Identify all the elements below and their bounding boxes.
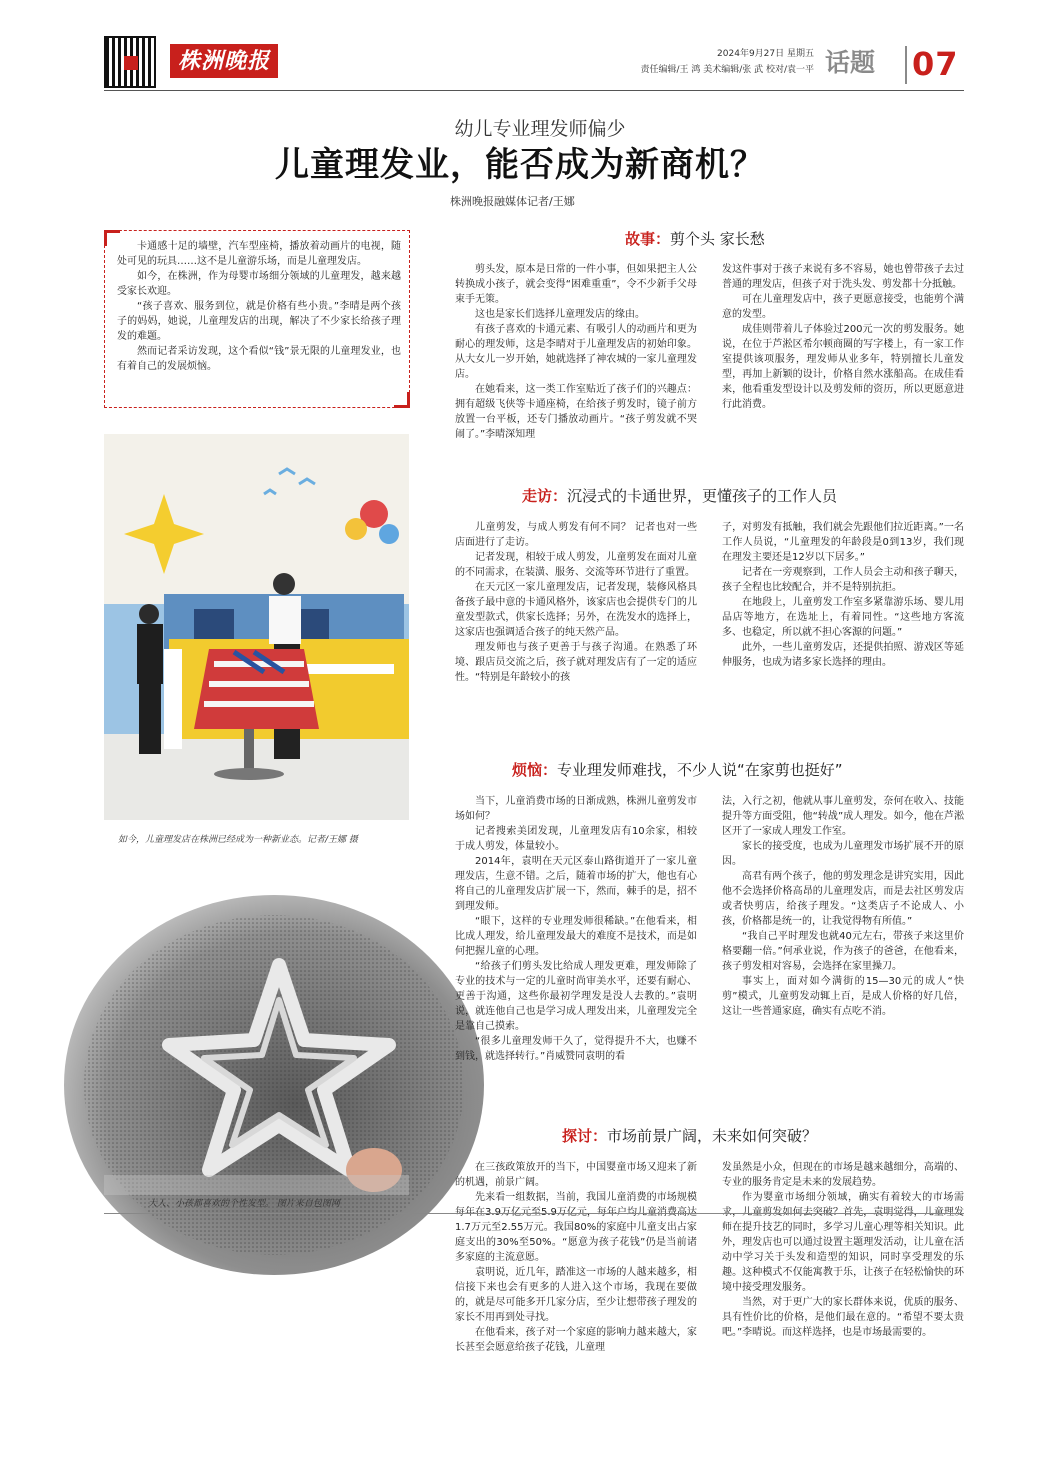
lead-box <box>104 230 410 408</box>
paragraph: 记者在一旁观察到，工作人员会主动和孩子聊天，孩子全程也比较配合，并不是特别抗拒。 <box>722 567 964 593</box>
paragraph: 发虽然是小众，但现在的市场是越来越细分，高端的、专业的服务肯定是未来的发展趋势。 <box>722 1162 964 1188</box>
text-column <box>722 262 964 454</box>
newspaper-logo: 株洲晚报 <box>170 44 278 78</box>
section-title: 沉浸式的卡通世界，更懂孩子的工作人员 <box>567 487 838 505</box>
paragraph: 剪头发，原本是日常的一件小事，但如果把主人公转换成小孩子，就会变得“困难重重”，令不少新手父母束手无策。 <box>455 264 697 305</box>
editor-credits: 责任编辑/王 鸿 美术编辑/张 武 校对/袁一平 <box>640 65 814 75</box>
section-heading <box>512 760 843 780</box>
section-divider <box>905 46 907 84</box>
paragraph: 在他看来，孩子对一个家庭的影响力越来越大，家长甚至会愿意给孩子花钱，儿童理 <box>455 1327 697 1353</box>
corner-mark <box>104 230 107 246</box>
section-heading <box>562 1126 817 1146</box>
paragraph: 成佳则带着儿子体验过200元一次的剪发服务。她说，在位于芦淞区希尔顿商圈的写字楼上，有一家工作室提供该项服务，理发师从业多年，特别擅长儿童发型，再加上新颖的设计，价格自然水涨船高。在成佳看来，他看重发型设计以及剪发师的资历，所以更愿意进行此消费。 <box>722 324 964 410</box>
paragraph: 有孩子喜欢的卡通元素、有吸引人的动画片和更为耐心的理发师，这是李晴对于儿童理发店的初始印象。从大女儿一岁开始，她就选择了神农城的一家儿童理发店。 <box>455 324 697 380</box>
salon-photo <box>104 434 409 820</box>
section-name: 话题 <box>825 48 876 77</box>
paragraph: 发这件事对于孩子来说有多不容易，她也曾带孩子去过普通的理发店，但孩子对于洗头发、剪发都十分抵触。 <box>722 264 964 290</box>
lead-paragraph: 然而记者采访发现，这个看似“钱”景无限的儿童理发业，也有着自己的发展烦恼。 <box>117 346 401 372</box>
lead-paragraph: “孩子喜欢、服务到位，就是价格有些小贵。”李晴是两个孩子的妈妈，她说，儿童理发店的出现，解决了不少家长给孩子理发的难题。 <box>117 301 401 342</box>
article-headline: 儿童理发业，能否成为新商机？ <box>275 145 765 185</box>
text-column <box>455 262 697 454</box>
header-rule <box>104 90 964 91</box>
lead-paragraph: 如今，在株洲，作为母婴市场细分领域的儿童理发，越来越受家长欢迎。 <box>117 271 401 297</box>
lead-paragraph: 卡通感十足的墙壁，汽车型座椅，播放着动画片的电视，随处可见的玩具……这不是儿童游乐场，而是儿童理发店。 <box>117 241 401 267</box>
text-column <box>455 794 697 1094</box>
paragraph: “很多儿童理发师干久了，觉得提升不大，也赚不到钱，就选择转行。”肖威赞同袁明的看 <box>455 1036 697 1062</box>
section-tag: 烦恼： <box>512 761 558 779</box>
paragraph: 此外，一些儿童剪发店，还提供拍照、游戏区等延伸服务，也成为诸多家长选择的理由。 <box>722 642 964 668</box>
paragraph: “给孩子们剪头发比给成人理发更难，理发师除了专业的技术与一定的儿童时尚审美水平，还要有耐心、更善于沟通，这些你最初学理发是没人去教的。”袁明说，就连他自己也是学习成人理发出来，儿童理发完全是靠自己摸索。 <box>455 961 697 1032</box>
paragraph: 事实上，面对如今满街的15—30元的成人“快剪”模式，儿童剪发动辄上百，是成人价格的好几倍，这让一些普通家庭，确实有点吃不消。 <box>722 976 964 1017</box>
haircut-photo <box>104 870 409 1195</box>
section-tag: 走访： <box>522 487 568 505</box>
section-title: 剪个头 家长愁 <box>670 230 765 248</box>
paragraph: 在天元区一家儿童理发店，记者发现，装修风格具备孩子最中意的卡通风格外，该家店也会提供专门的儿童发型款式，供家长选择；另外，在洗发水的选择上，这家店也强调适合孩子的纯天然产品。 <box>455 582 697 638</box>
photo2-caption: 大人、小孩都喜欢的个性发型。 图片来自包图网 <box>148 1199 340 1209</box>
paragraph: 家长的接受度，也成为儿童理发市场扩展不开的原因。 <box>722 841 964 867</box>
paragraph: 记者搜索美团发现，儿童理发店有10余家，相较于成人剪发，体量较小。 <box>455 826 697 852</box>
text-column <box>722 1160 964 1338</box>
text-column <box>455 520 697 728</box>
paragraph: 可在儿童理发店中，孩子更愿意接受，也能剪个满意的发型。 <box>722 294 964 320</box>
paragraph: 在地段上，儿童剪发工作室多紧靠游乐场、婴儿用品店等地方，在选址上，有着同性。“这些地方客流多、也稳定，所以就不担心客源的问题。” <box>722 597 964 638</box>
paragraph: 在三孩政策放开的当下，中国婴童市场又迎来了新的机遇，前景广阔。 <box>455 1162 697 1188</box>
paragraph: 当下，儿童消费市场的日渐成熟，株洲儿童剪发市场如何？ <box>455 796 697 822</box>
paragraph: 子，对剪发有抵触，我们就会先跟他们拉近距离。”一名工作人员说，“儿童理发的年龄段是0到13岁，我们现在理发主要还是12岁以下居多。” <box>722 522 964 563</box>
text-column <box>455 1160 697 1353</box>
article-byline: 株洲晚报融媒体记者/王娜 <box>450 195 575 208</box>
text-column <box>722 520 964 728</box>
section-tag: 故事： <box>625 230 671 248</box>
paragraph: 法，入行之初，他就从事儿童剪发，奈何在收入、技能提升等方面受阻，他“转战”成人理发。如今，他在芦淞区开了一家成人理发工作室。 <box>722 796 964 837</box>
corner-mark <box>407 392 410 408</box>
paragraph: “我自己平时理发也就40元左右，带孩子来这里价格要翻一倍。”何承业说，作为孩子的爸爸，在他看来，孩子剪发相对容易，会选择在家里操刀。 <box>722 931 964 972</box>
footer-rule <box>104 1213 964 1214</box>
issue-date: 2024年9月27日 星期五 <box>717 49 814 59</box>
section-tag: 探讨： <box>562 1127 608 1145</box>
qr-code[interactable] <box>104 36 156 88</box>
page-number: 07 <box>912 45 959 83</box>
paragraph: 在她看来，这一类工作室贴近了孩子们的兴趣点：拥有超级飞侠等卡通座椅，在给孩子剪发时，镜子前方放置一台平板，还专门播放动画片。“孩子剪发就不哭闹了。”李晴深知理 <box>455 384 697 440</box>
paragraph: 这也是家长们选择儿童理发店的缘由。 <box>475 309 645 320</box>
paragraph: 作为婴童市场细分领域，确实有着较大的市场需 师在提升技艺的同时，多学习儿童心理等相关知识。此外，理发店也可以通过设置主题理发活动，让儿童在活动中学习关于头发和造型的知识，同时享受理发的乐趣。这种模式不仅能寓教于乐，让孩子在轻松愉快的环境中接受理发服务。 <box>722 1192 964 1293</box>
photo1-caption: 如今，儿童理发店在株洲已经成为一种新业态。记者/王娜 摄 <box>118 835 358 845</box>
paragraph: “眼下，这样的专业理发师很稀缺。”在他看来，相比成人理发，给儿童理发最大的难度不是技术，而是如何把握儿童的心理。 <box>455 916 697 957</box>
paragraph: 袁明说，近几年，踏准这一市场的人越来越多，相信接下来也会有更多的人进入这个市场，我现在要做的，就是尽可能多开几家分店，至少让想带孩子理发的家长不用再到处寻找。 <box>455 1267 697 1323</box>
paragraph: 2014年，袁明在天元区泰山路街道开了一家儿童理发店，生意不错。之后，随着市场的扩大，他也有心将自己的儿童理发店扩展一下，然而，棘手的是，招不到理发师。 <box>455 856 697 912</box>
section-heading <box>522 486 837 506</box>
paragraph: 先来看一组数据，当前，我国儿童消费的市场规模 1.7万元至2.55万元。我国80%的家庭中儿童支出占家庭支出的30%至50%。“愿意为孩子花钱”仍是当前诸多家庭的主流意愿。 <box>455 1192 697 1263</box>
paragraph: 当然，对于更广大的家长群体来说，优质的服务、具有性价比的价格，是他们最在意的。“希望不要太贵吧。”李晴说。而这样选择，也是市场最需要的。 <box>722 1297 964 1338</box>
paragraph: 记者发现，相较于成人剪发，儿童剪发在面对儿童的不同需求，在装潢、服务、交流等环节进行了重置。 <box>455 552 697 578</box>
paragraph: 高君有两个孩子，他的剪发理念是讲究实用，因此他不会选择价格高昂的儿童理发店，而是去社区剪发店或者快剪店，给孩子理发。“这类店子不论成人、小孩，价格都是统一的，让我觉得物有所值。” <box>722 871 964 927</box>
article-kicker: 幼儿专业理发师偏少 <box>454 118 626 140</box>
section-title: 市场前景广阔，未来如何突破？ <box>607 1127 818 1145</box>
paragraph: 理发师也与孩子更善于与孩子沟通。在熟悉了环境、跟店员交流之后，孩子就对理发店有了一定的适应性。“特别是年龄较小的孩 <box>455 642 697 683</box>
section-title: 专业理发师难找，不少人说“在家剪也挺好” <box>557 761 843 779</box>
text-column <box>722 794 964 1094</box>
paragraph: 儿童剪发，与成人剪发有何不同？ 记者也对一些店面进行了走访。 <box>455 522 697 548</box>
section-heading <box>625 229 765 249</box>
